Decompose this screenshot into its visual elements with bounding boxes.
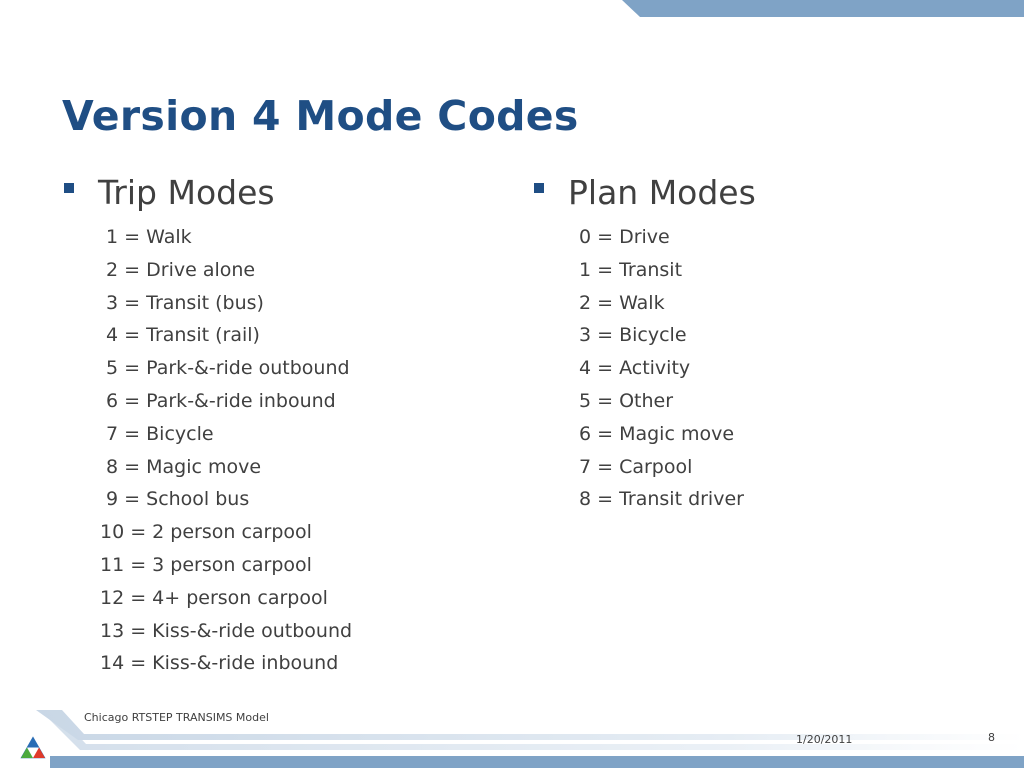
list-item: 5 = Park-&-ride outbound [100,357,350,380]
list-item: 6 = Park-&-ride inbound [100,389,336,412]
top-decorative-band [0,0,1024,18]
plan-modes-heading-row [532,170,756,214]
list-item: 7 = Carpool [579,455,693,478]
slide-title: Version 4 Mode Codes [62,92,579,140]
list-item: 9 = School bus [100,488,250,511]
list-item: 10 = 2 person carpool [100,521,312,544]
list-item: 11 = 3 person carpool [100,553,312,576]
list-item: 5 = Other [579,389,674,412]
list-item: 2 = Drive alone [100,258,256,281]
list-item: 8 = Transit driver [579,488,744,511]
list-item: 3 = Transit (bus) [100,291,264,314]
list-item: 13 = Kiss-&-ride outbound [100,619,353,642]
square-bullet-icon [64,183,74,193]
list-item: 14 = Kiss-&-ride inbound [100,652,339,675]
trip-modes-list [62,221,352,680]
trip-modes-heading-row [62,170,352,214]
square-bullet-icon [534,183,544,193]
list-item: 4 = Activity [579,357,691,380]
list-item: 12 = 4+ person carpool [100,586,328,609]
list-item: 7 = Bicycle [100,422,214,445]
plan-modes-section [532,170,756,516]
list-item: 1 = Walk [100,226,192,248]
plan-modes-list [532,221,756,516]
trip-modes-heading: Trip Modes [98,172,275,212]
footer-presentation-name: Chicago RTSTEP TRANSIMS Model [84,711,269,724]
list-item: 8 = Magic move [100,455,262,478]
list-item: 4 = Transit (rail) [100,324,260,347]
argonne-triangle-logo-icon [20,736,46,760]
list-item: 6 = Magic move [579,422,735,445]
slide-page-number: 8 [988,731,995,744]
trip-modes-section [62,170,352,680]
list-item: 0 = Drive [579,226,670,248]
footer-date: 1/20/2011 [796,733,853,746]
plan-modes-heading: Plan Modes [568,172,756,212]
list-item: 2 = Walk [579,291,665,314]
list-item: 1 = Transit [579,258,683,281]
list-item: 3 = Bicycle [579,324,687,347]
